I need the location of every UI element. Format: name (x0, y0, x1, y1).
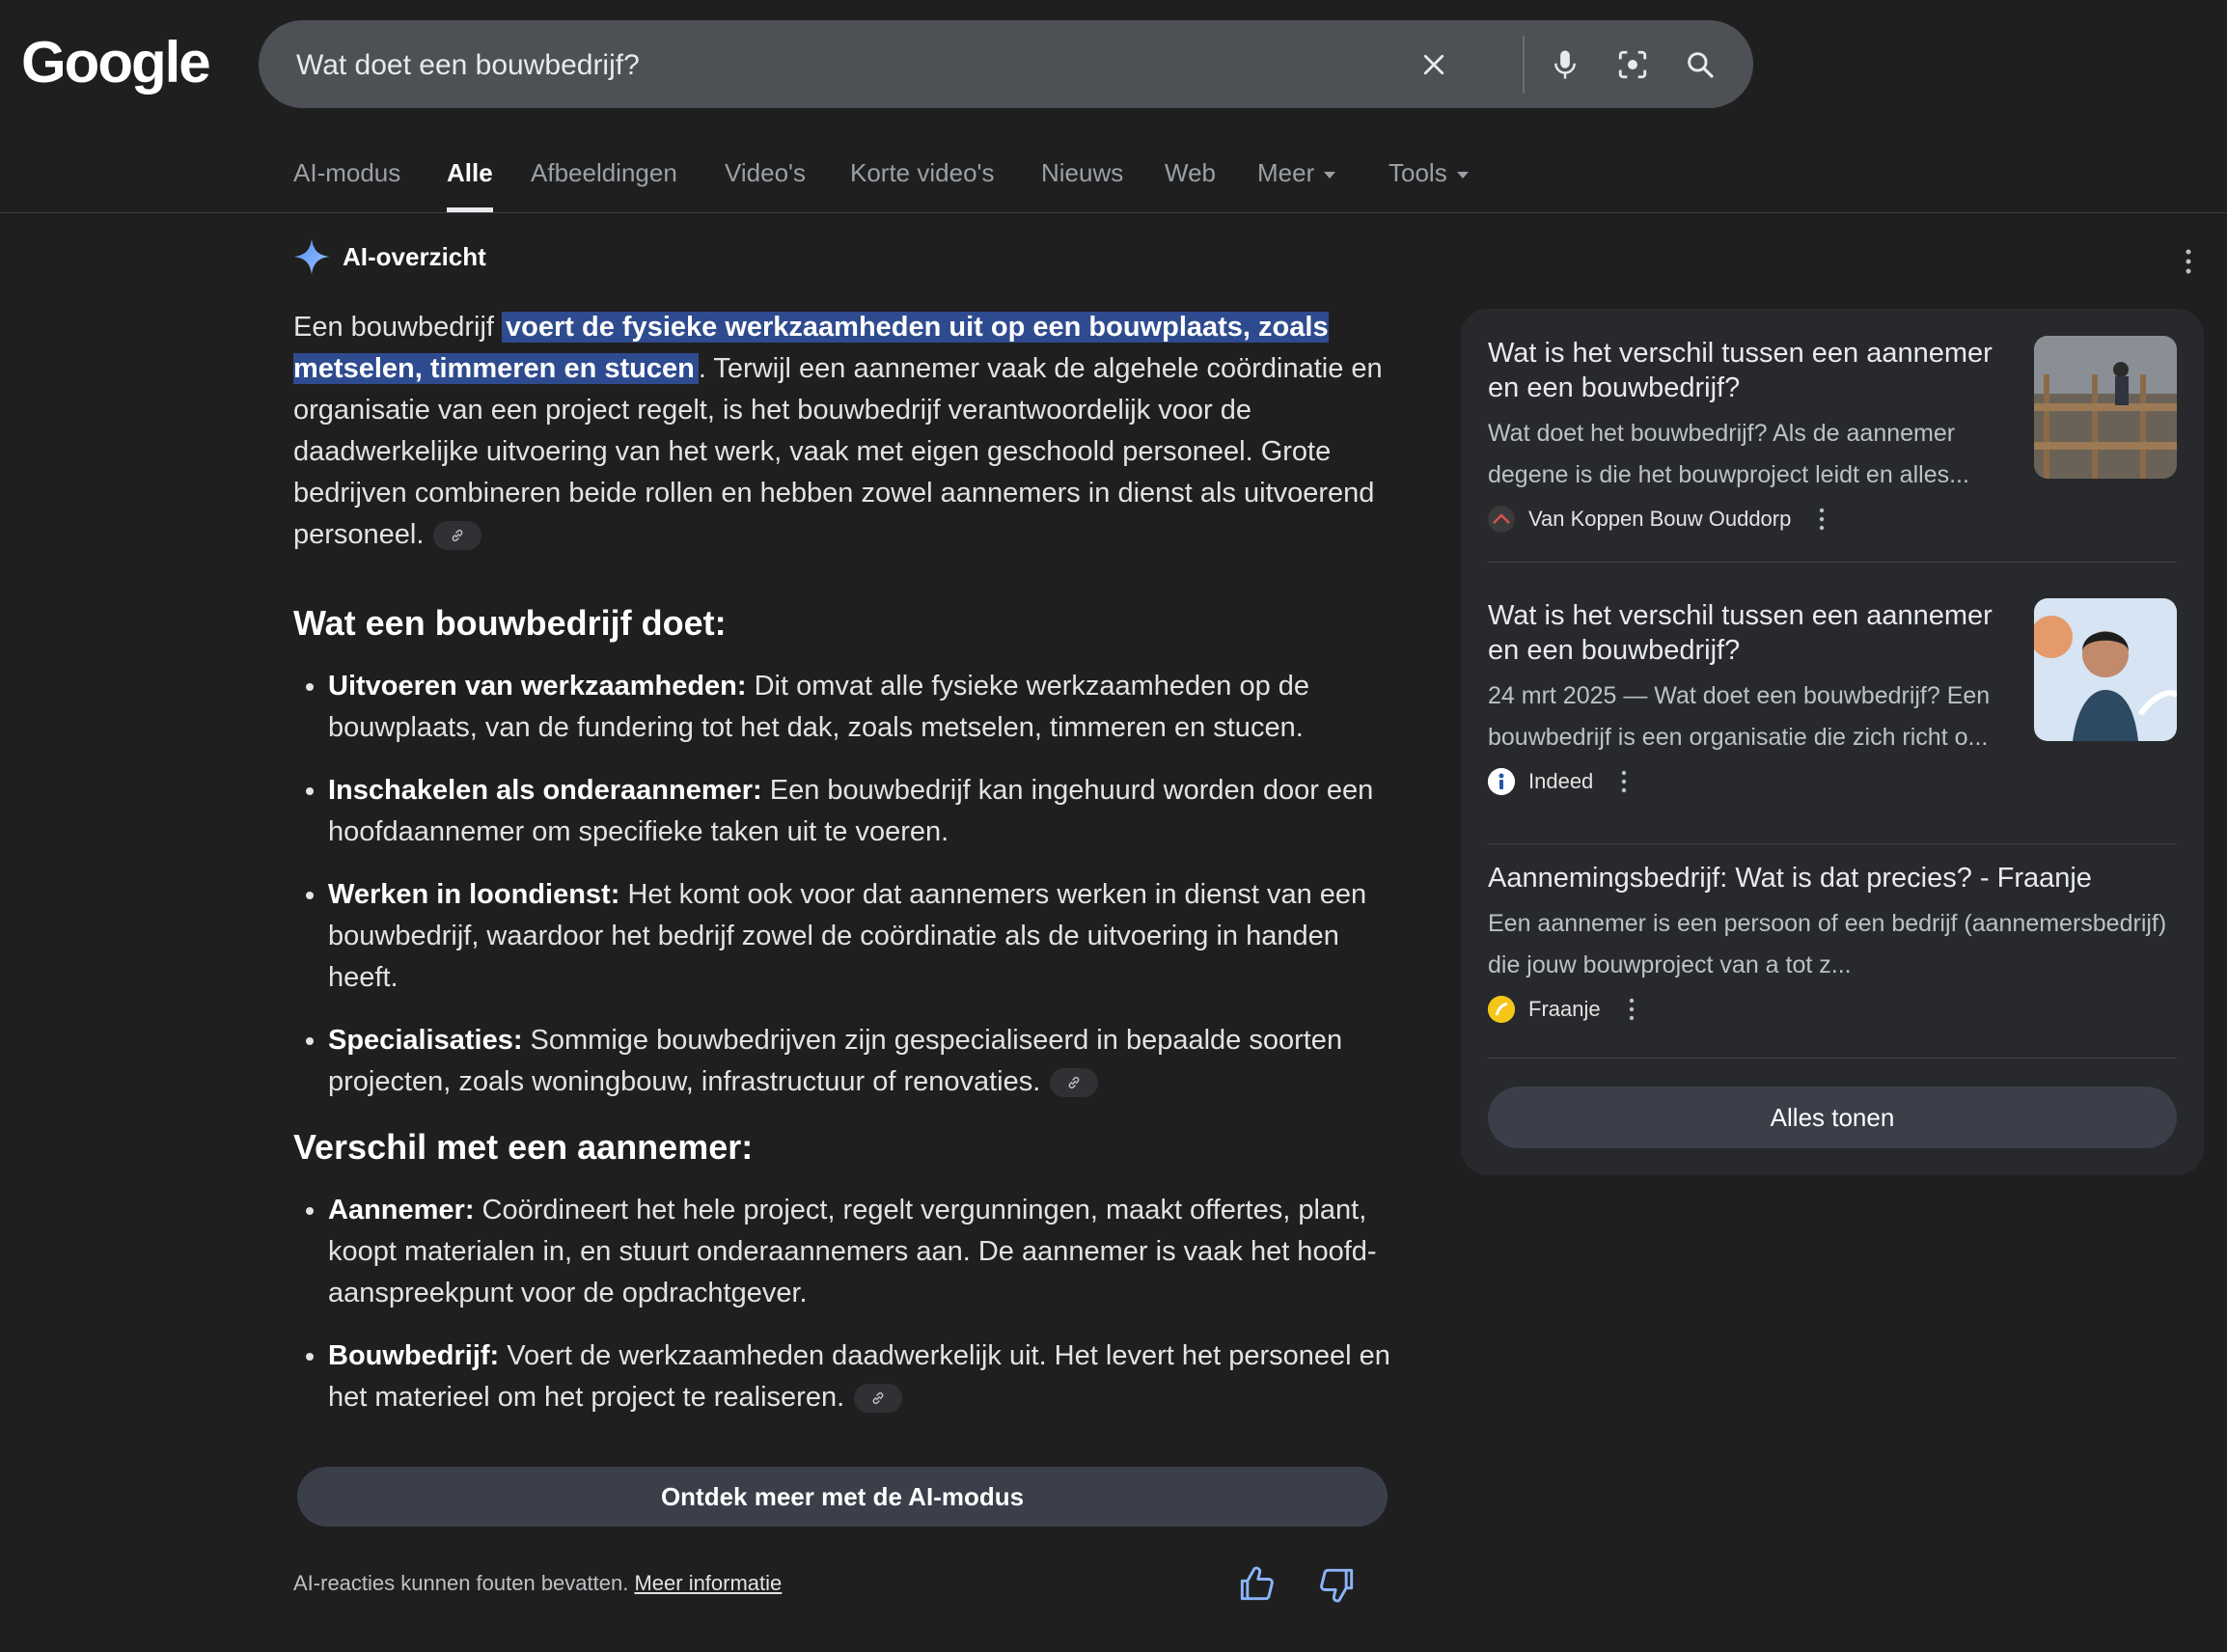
source-snippet: 24 mrt 2025 — Wat doet een bouwbedrijf? Een bouwbedrijf is een organisatie die zich richt o... (1488, 682, 1991, 751)
indeed-favicon-icon (1488, 768, 1515, 795)
link-icon (450, 528, 465, 543)
source-card[interactable] (1488, 861, 2177, 1023)
section-heading: Wat een bouwbedrijf doet: (293, 603, 727, 643)
link-icon (870, 1390, 886, 1406)
tab-tools[interactable]: Tools (1388, 158, 1469, 212)
tab-ai-modus[interactable]: AI-modus (293, 158, 401, 187)
tab-afbeeldingen[interactable]: Afbeeldingen (531, 158, 677, 187)
source-title[interactable]: Wat is het verschil tussen een aannemer en een bouwbedrijf? (1488, 338, 1993, 403)
more-options-icon[interactable] (2177, 247, 2200, 276)
ai-mode-button[interactable]: Ontdek meer met de AI-modus (297, 1467, 1388, 1527)
ai-overview-content (293, 307, 1398, 1440)
source-name: Van Koppen Bouw Ouddorp (1528, 507, 1792, 531)
ai-overview-title: AI-overzicht (343, 241, 486, 271)
bullet-list (293, 1190, 1398, 1418)
thumbs-down-icon[interactable] (1316, 1563, 1359, 1606)
section-heading: Verschil met een aannemer: (293, 1127, 754, 1167)
ai-overview-header (292, 237, 486, 276)
source-title[interactable]: Aannemingsbedrijf: Wat is dat precies? - Fraanje (1488, 863, 2092, 894)
list-item: • Werken in loondienst: Het komt ook voor dat aannemers werken in dienst van een bouwbedrijf, waardoor het bedrijf zowel de coördinatie als de uitvoering in handen heeft. (328, 874, 1398, 999)
source-attribution (1488, 506, 2177, 533)
caret-down-icon (1457, 172, 1469, 179)
fraanje-favicon-icon (1488, 996, 1515, 1023)
list-item: • Bouwbedrijf: Voert de werkzaamheden daadwerkelijk uit. Het levert het personeel en het materieel om het project te realiseren. (328, 1335, 1398, 1418)
lens-icon[interactable] (1611, 43, 1654, 86)
divider (1488, 562, 2177, 563)
source-link-chip[interactable] (854, 1384, 902, 1413)
sources-panel (1461, 309, 2204, 1175)
tab-korte-videos[interactable]: Korte video's (850, 158, 995, 187)
source-snippet: Wat doet het bouwbedrijf? Als de aannemer degene is die het bouwproject leidt en alles... (1488, 420, 1969, 488)
tab-alle[interactable]: Alle (447, 158, 493, 212)
caret-down-icon (1324, 172, 1335, 179)
show-all-button[interactable]: Alles tonen (1488, 1087, 2177, 1148)
ai-disclaimer: AI-reacties kunnen fouten bevatten. Meer informatie (293, 1571, 783, 1595)
source-link-chip[interactable] (433, 521, 481, 550)
close-icon[interactable] (1413, 43, 1455, 86)
divider (1488, 1058, 2177, 1059)
tab-videos[interactable]: Video's (725, 158, 806, 187)
source-name: Indeed (1528, 769, 1594, 793)
search-icon[interactable] (1679, 43, 1721, 86)
google-logo[interactable]: Google (21, 30, 209, 95)
source-card[interactable] (1488, 336, 2177, 533)
van-koppen-favicon-icon (1488, 506, 1515, 533)
search-tabs (0, 145, 2227, 213)
tab-meer[interactable]: Meer (1257, 158, 1335, 212)
source-snippet: Een aannemer is een persoon of een bedrijf (aannemersbedrijf) die jouw bouwproject van a tot z... (1488, 910, 2167, 978)
microphone-icon[interactable] (1544, 43, 1586, 86)
search-input[interactable] (294, 20, 1408, 110)
source-title[interactable]: Wat is het verschil tussen een aannemer en een bouwbedrijf? (1488, 600, 1993, 666)
thumbs-up-icon[interactable] (1235, 1563, 1278, 1606)
list-item: • Inschakelen als onderaannemer: Een bouwbedrijf kan ingehuurd worden door een hoofdaannemer om specifieke taken uit te voeren. (328, 770, 1398, 853)
source-name: Fraanje (1528, 997, 1601, 1021)
highlighted-text: voert de fysieke werkzaamheden uit op een bouwplaats, zoals metselen, timmeren en stucen (293, 312, 1329, 384)
intro-paragraph: Een bouwbedrijf voert de fysieke werkzaamheden uit op een bouwplaats, zoals metselen, timmeren en stucen . Terwijl een aannemer vaak de algehele coördinatie en organisatie van een project regelt, is het bouwbedrijf verantwoordelijk voor de daadwerkelijke uitvoering van het werk, vaak met eigen geschoold personeel. Grote bedrijven combineren beide rollen en hebben zowel aannemers in dienst als uitvoerend personeel. (293, 312, 1383, 550)
search-bar[interactable] (259, 20, 1753, 108)
list-item: • Specialisaties: Sommige bouwbedrijven zijn gespecialiseerd in bepaalde soorten projecten, zoals woningbouw, infrastructuur of renovaties. (328, 1020, 1398, 1103)
more-options-icon[interactable] (1624, 997, 1639, 1022)
tab-web[interactable]: Web (1165, 158, 1216, 187)
more-options-icon[interactable] (1616, 769, 1632, 794)
source-attribution (1488, 996, 2177, 1023)
source-link-chip[interactable] (1050, 1068, 1098, 1097)
search-divider (1523, 36, 1525, 94)
link-icon (1066, 1075, 1082, 1090)
list-item: • Aannemer: Coördineert het hele project, regelt vergunningen, maakt offertes, plant, koopt materialen in, en stuurt onderaannemers aan. De aannemer is vaak het hoofd-aanspreekpunt voor de opdrachtgever. (328, 1190, 1398, 1314)
divider (1488, 843, 2177, 844)
bullet-list (293, 666, 1398, 1103)
tab-nieuws[interactable]: Nieuws (1041, 158, 1124, 187)
more-info-link[interactable]: Meer informatie (634, 1571, 783, 1595)
source-thumbnail[interactable] (2034, 598, 2177, 741)
source-card[interactable] (1488, 598, 2177, 795)
sparkle-icon (292, 237, 331, 276)
source-attribution (1488, 768, 2177, 795)
more-options-icon[interactable] (1814, 507, 1829, 532)
source-thumbnail[interactable] (2034, 336, 2177, 479)
list-item: • Uitvoeren van werkzaamheden: Dit omvat alle fysieke werkzaamheden op de bouwplaats, van de fundering tot het dak, zoals metselen, timmeren en stucen. (328, 666, 1398, 749)
